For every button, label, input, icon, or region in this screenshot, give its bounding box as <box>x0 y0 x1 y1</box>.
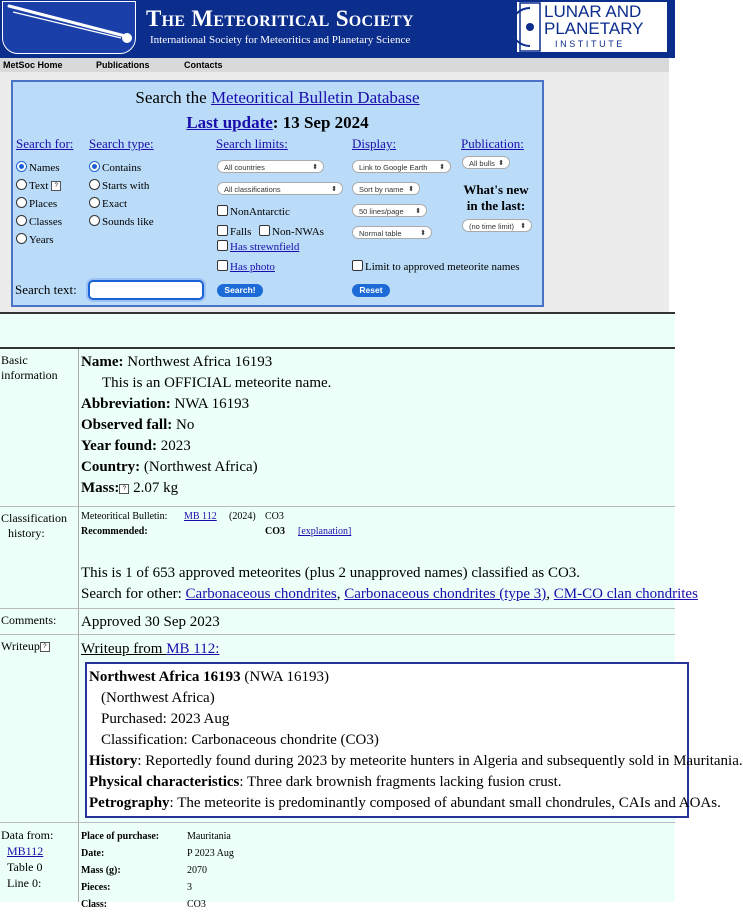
updown-arrow-icon: ⬍ <box>520 223 526 230</box>
strewnfield-link[interactable]: Has strewnfield <box>230 241 300 253</box>
nonantarctic-checkbox[interactable]: NonAntarctic <box>217 205 290 218</box>
search-for-label: Search for: <box>16 136 74 151</box>
writeup-classification: Classification: Carbonaceous chondrite (CO3) <box>101 732 379 748</box>
writeup-label: Writeup ? <box>1 639 50 654</box>
radio-sounds-icon[interactable] <box>89 215 100 226</box>
updown-arrow-icon: ⬍ <box>331 186 337 193</box>
search-input[interactable] <box>88 280 204 300</box>
writeup-physical: Physical characteristics: Three dark brownish fragments lacking fusion crust. <box>89 774 562 790</box>
lpi-line2: PLANETARY <box>544 19 644 38</box>
nav-publications[interactable]: Publications <box>96 60 150 70</box>
lines-select[interactable]: 50 lines/page ⬍ <box>352 204 427 217</box>
falls-checkbox[interactable]: Falls <box>217 225 251 238</box>
search-button[interactable]: Search! <box>217 284 263 297</box>
radio-contains[interactable]: Contains <box>89 159 154 177</box>
strewnfield-checkbox[interactable] <box>217 240 299 253</box>
writeup-country: (Northwest Africa) <box>101 690 215 706</box>
checkbox-icon[interactable] <box>217 260 228 271</box>
search-type-options <box>89 159 154 231</box>
row-divider <box>0 822 675 823</box>
radio-classes-icon[interactable] <box>16 215 27 226</box>
radio-places[interactable]: Places <box>16 195 62 213</box>
checkbox-icon[interactable] <box>217 240 228 251</box>
year-line: Year found: 2023 <box>81 438 191 454</box>
radio-places-icon[interactable] <box>16 197 27 208</box>
search-limits-label: Search limits: <box>216 136 288 151</box>
row-divider <box>0 608 675 609</box>
display-label: Display: <box>352 136 397 151</box>
label-column-divider <box>78 349 79 902</box>
meteor-logo-icon <box>3 2 137 55</box>
sort-select[interactable]: Sort by name ⬍ <box>352 182 420 195</box>
last-update: Last update: 13 Sep 2024 <box>186 113 369 132</box>
link-carbonaceous[interactable]: Carbonaceous chondrites <box>185 586 337 602</box>
mb-class: CO3 <box>265 511 284 522</box>
reset-button[interactable]: Reset <box>352 284 390 297</box>
updown-arrow-icon: ⬍ <box>312 164 318 171</box>
link-cm-co[interactable]: CM-CO clan chondrites <box>553 586 698 602</box>
radio-text-icon[interactable] <box>16 179 27 190</box>
mb-source: Meteoritical Bulletin: <box>81 511 168 522</box>
checkbox-icon[interactable] <box>352 260 363 271</box>
writeup-history: History: Reportedly found during 2023 by meteorite hunters in Algeria and subsequently sold in Mauritania. <box>89 753 743 769</box>
row-divider <box>0 634 675 635</box>
row-divider <box>0 506 675 507</box>
lpi-moon-icon <box>519 2 541 52</box>
nav-metsoc-home[interactable]: MetSoc Home <box>3 60 63 70</box>
table-select[interactable]: Normal table ⬍ <box>352 226 432 239</box>
writeup-box <box>85 662 743 818</box>
datafrom-mb112-link[interactable]: MB112 <box>7 844 44 858</box>
radio-exact-icon[interactable] <box>89 197 100 208</box>
search-panel <box>11 80 544 307</box>
mb112-link[interactable]: MB 112 <box>184 511 217 522</box>
top-nav <box>0 58 669 72</box>
results-top-rule <box>0 347 675 349</box>
lpi-logo[interactable] <box>517 2 667 52</box>
search-heading: Search the Meteoritical Bulletin Database <box>135 88 420 107</box>
time-select[interactable]: (no time limit) ⬍ <box>462 219 532 232</box>
classifications-select[interactable]: All classifications ⬍ <box>217 182 343 195</box>
writeup-heading: Writeup from MB 112: <box>81 641 220 657</box>
metsoc-logo[interactable] <box>2 1 136 54</box>
basic-info <box>81 352 331 499</box>
radio-classes[interactable]: Classes <box>16 213 62 231</box>
database-link[interactable]: Meteoritical Bulletin Database <box>210 88 420 107</box>
writeup-petrography: Petrography: The meteorite is predominantly composed of abundant small chondrules, CAIs and AOAs. <box>89 795 721 811</box>
explanation-link[interactable]: [explanation] <box>298 526 352 537</box>
country-line: Country: (Northwest Africa) <box>81 459 258 475</box>
mb-year: (2024) <box>229 511 256 522</box>
radio-exact[interactable]: Exact <box>89 195 154 213</box>
class-count: This is 1 of 653 approved meteorites (plus 2 unapproved names) classified as CO3. <box>81 565 581 581</box>
checkbox-icon[interactable] <box>217 205 228 216</box>
search-type-label: Search type: <box>89 136 154 151</box>
mass-line: Mass: ? 2.07 kg <box>81 480 179 496</box>
publication-label: Publication: <box>461 136 524 151</box>
site-header <box>0 0 675 58</box>
nav-contacts[interactable]: Contacts <box>184 60 223 70</box>
basic-info-label: Basic information <box>1 353 58 382</box>
bulls-select[interactable]: All bulls ⬍ <box>462 156 510 169</box>
name-line: Name: Northwest Africa 16193 <box>81 354 273 370</box>
abbr-line: Abbreviation: NWA 16193 <box>81 396 250 412</box>
writeup-mb-link[interactable]: MB 112: <box>166 641 220 657</box>
radio-names[interactable]: Names <box>16 159 62 177</box>
checkbox-icon[interactable] <box>217 225 228 236</box>
updown-arrow-icon: ⬍ <box>439 164 445 171</box>
radio-starts-icon[interactable] <box>89 179 100 190</box>
whats-new: What's new in the last: <box>463 182 529 213</box>
help-icon[interactable]: ? <box>40 642 50 652</box>
recommended-class: CO3 <box>265 526 285 537</box>
last-update-link[interactable]: Last update <box>186 113 273 132</box>
help-icon[interactable]: ? <box>119 484 129 494</box>
radio-starts-with[interactable]: Starts with <box>89 177 154 195</box>
comments-label: Comments: <box>1 613 57 627</box>
checkbox-icon[interactable] <box>259 225 270 236</box>
writeup-body <box>89 667 743 814</box>
official-note: This is an OFFICIAL meteorite name. <box>102 375 332 391</box>
data-values: Mauritania P 2023 Aug 2070 3 CO3 <box>187 831 234 910</box>
lpi-line3: INSTITUTE <box>555 39 625 49</box>
radio-names-icon[interactable] <box>16 161 27 172</box>
help-icon[interactable]: ? <box>51 181 61 191</box>
classification-label: Classification history: <box>1 511 67 540</box>
updown-arrow-icon: ⬍ <box>420 230 426 237</box>
site-title: The Meteoritical Society <box>146 6 414 31</box>
updown-arrow-icon: ⬍ <box>498 160 504 167</box>
writeup-name: Northwest Africa 16193 (NWA 16193) <box>89 669 329 685</box>
search-for-options <box>16 159 62 249</box>
radio-text[interactable]: Text ? <box>16 177 62 195</box>
radio-contains-icon[interactable] <box>89 161 100 172</box>
radio-years-icon[interactable] <box>16 233 27 244</box>
comments-value: Approved 30 Sep 2023 <box>81 614 220 630</box>
results-panel <box>0 312 743 910</box>
data-from-label: Data from: MB112 Table 0 Line 0: <box>1 828 54 890</box>
search-text-label: Search text: <box>15 282 77 297</box>
data-keys: Place of purchase: Date: Mass (g): Pieces: Class: <box>81 831 160 910</box>
site-subtitle: International Society for Meteoritics and Planetary Science <box>150 34 411 46</box>
updown-arrow-icon: ⬍ <box>415 208 421 215</box>
fall-line: Observed fall: No <box>81 417 195 433</box>
updown-arrow-icon: ⬍ <box>408 186 414 193</box>
countries-select[interactable]: All countries ⬍ <box>217 160 324 173</box>
lpi-line1: LUNAR AND <box>544 2 642 21</box>
limit-approved-checkbox[interactable]: Limit to approved meteorite names <box>352 260 520 273</box>
photo-checkbox[interactable] <box>217 260 275 273</box>
link-carbonaceous-type3[interactable]: Carbonaceous chondrites (type 3) <box>344 586 547 602</box>
writeup-purchased: Purchased: 2023 Aug <box>101 711 230 727</box>
recommended-label: Recommended: <box>81 526 148 537</box>
search-other: Search for other: Carbonaceous chondrites, Carbonaceous chondrites (type 3), CM-CO clan chondrites <box>81 586 698 602</box>
nonnwas-checkbox[interactable]: Non-NWAs <box>259 225 324 238</box>
radio-sounds-like[interactable]: Sounds like <box>89 213 154 231</box>
photo-link[interactable]: Has photo <box>230 261 275 273</box>
link-select[interactable]: Link to Google Earth ⬍ <box>352 160 451 173</box>
radio-years[interactable]: Years <box>16 231 62 249</box>
